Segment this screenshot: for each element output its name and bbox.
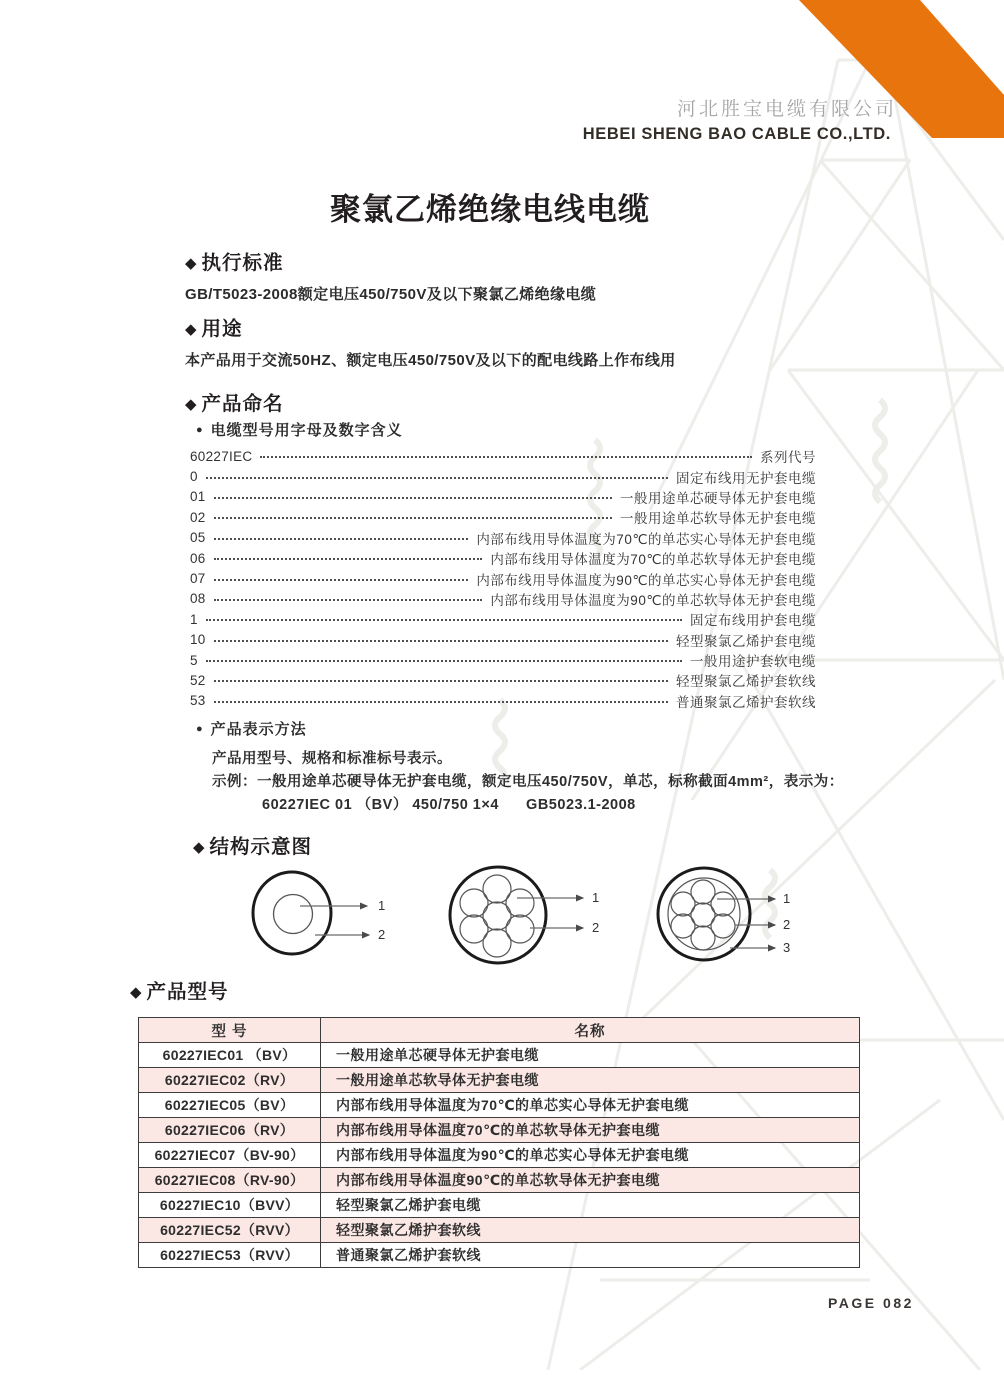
code-row: [190, 630, 816, 650]
code-value: 53: [190, 693, 206, 709]
models-table-body: [139, 1043, 860, 1268]
code-list: [190, 446, 816, 711]
code-meaning: 轻型聚氯乙烯护套电缆: [676, 633, 816, 649]
diamond-icon: ◆: [185, 321, 197, 339]
diamond-icon: ◆: [130, 984, 142, 1002]
code-row: [190, 487, 816, 507]
dotted-leader: [206, 477, 668, 479]
section-heading-structure: [193, 838, 312, 858]
table-row: [139, 1243, 860, 1268]
code-row: [190, 691, 816, 711]
code-value: 05: [190, 530, 206, 546]
code-meaning: 固定布线用无护套电缆: [676, 470, 816, 486]
code-row: [190, 609, 816, 629]
diagram-label: 1: [783, 891, 791, 906]
bullet-text: 电缆型号用字母及数字含义: [210, 422, 403, 439]
code-row: [190, 548, 816, 568]
code-meaning: 普通聚氯乙烯护套软线: [676, 694, 816, 710]
bullet-icon: ●: [196, 424, 203, 436]
cable-cross-section-diagram-3: [655, 862, 800, 968]
code-meaning: 内部布线用导体温度为70℃的单芯实心导体无护套电缆: [476, 531, 816, 547]
section-heading-text: 结构示意图: [209, 836, 313, 858]
representation-line-3: 60227IEC 01 （BV） 450/750 1×4 GB5023.1-2008: [262, 797, 636, 813]
naming-bullet-1: [196, 423, 403, 438]
code-value: 0: [190, 469, 198, 485]
model-code: 60227IEC07（BV-90）: [139, 1143, 321, 1168]
model-name: 内部布线用导体温度90℃的单芯软导体无护套电缆: [321, 1168, 860, 1193]
model-code: 60227IEC06（RV）: [139, 1118, 321, 1143]
code-value: 5: [190, 652, 198, 668]
model-code: 60227IEC10（BVV）: [139, 1193, 321, 1218]
standard-body: GB/T5023-2008额定电压450/750V及以下聚氯乙烯绝缘电缆: [185, 286, 597, 303]
model-code: 60227IEC01 （BV）: [139, 1043, 321, 1068]
code-row: [190, 568, 816, 588]
dotted-leader: [206, 660, 682, 662]
section-heading-text: 产品命名: [201, 393, 284, 415]
dotted-leader: [214, 497, 612, 499]
dotted-leader: [214, 680, 668, 682]
code-value: 10: [190, 632, 206, 648]
representation-line-1: 产品用型号、规格和标准标号表示。: [212, 751, 452, 767]
model-name: 内部布线用导体温度为90℃的单芯实心导体无护套电缆: [321, 1143, 860, 1168]
model-name: 内部布线用导体温度70℃的单芯软导体无护套电缆: [321, 1118, 860, 1143]
section-heading-text: 用途: [201, 318, 243, 340]
diagram-label: 1: [592, 890, 600, 905]
model-name: 一般用途单芯硬导体无护套电缆: [321, 1043, 860, 1068]
code-row: [190, 466, 816, 486]
models-table: [138, 1017, 860, 1268]
model-name: 轻型聚氯乙烯护套软线: [321, 1218, 860, 1243]
table-row: [139, 1068, 860, 1093]
table-row: [139, 1093, 860, 1118]
table-header-row: [139, 1018, 860, 1043]
table-row: [139, 1193, 860, 1218]
bullet-text: 产品表示方法: [210, 721, 307, 738]
code-value: 06: [190, 550, 206, 566]
code-row: [190, 670, 816, 690]
dotted-leader: [214, 579, 469, 581]
code-value: 07: [190, 571, 206, 587]
diagram-label: 3: [783, 940, 791, 955]
code-meaning: 系列代号: [760, 450, 816, 466]
model-code: 60227IEC53（RVV）: [139, 1243, 321, 1268]
code-value: 60227IEC: [190, 448, 253, 464]
company-name-cn: 河北胜宝电缆有限公司: [676, 99, 897, 120]
code-value: 01: [190, 489, 206, 505]
section-heading-standard: [185, 254, 284, 274]
bullet-icon: ●: [196, 723, 203, 735]
model-name: 一般用途单芯软导体无护套电缆: [321, 1068, 860, 1093]
table-row: [139, 1168, 860, 1193]
company-name-en: HEBEI SHENG BAO CABLE CO.,LTD.: [582, 125, 891, 143]
section-heading-text: 产品型号: [146, 981, 229, 1003]
table-row: [139, 1143, 860, 1168]
dotted-leader: [214, 640, 668, 642]
code-value: 52: [190, 672, 206, 688]
dotted-leader: [260, 456, 752, 458]
column-header-model: 型 号: [139, 1018, 321, 1043]
model-code: 60227IEC08（RV-90）: [139, 1168, 321, 1193]
section-heading-naming: [185, 395, 284, 415]
model-code: 60227IEC52（RVV）: [139, 1218, 321, 1243]
code-meaning: 一般用途护套软电缆: [690, 654, 816, 670]
code-row: [190, 507, 816, 527]
table-row: [139, 1118, 860, 1143]
diagram-label: 2: [783, 917, 791, 932]
page-number: PAGE 082: [828, 1295, 914, 1311]
model-code: 60227IEC02（RV）: [139, 1068, 321, 1093]
cable-cross-section-diagram-1: [245, 865, 400, 965]
company-header: [583, 94, 897, 144]
code-meaning: 内部布线用导体温度为70℃的单芯软导体无护套电缆: [490, 552, 816, 568]
dotted-leader: [214, 558, 483, 560]
code-meaning: 一般用途单芯软导体无护套电缆: [620, 511, 816, 527]
dotted-leader: [214, 517, 612, 519]
dotted-leader: [214, 538, 469, 540]
model-name: 普通聚氯乙烯护套软线: [321, 1243, 860, 1268]
table-row: [139, 1218, 860, 1243]
section-heading-text: 执行标准: [201, 252, 284, 274]
model-name: 内部布线用导体温度为70℃的单芯实心导体无护套电缆: [321, 1093, 860, 1118]
code-row: [190, 528, 816, 548]
diagram-label: 2: [592, 920, 600, 935]
code-value: 08: [190, 591, 206, 607]
diagram-label: 1: [378, 898, 386, 913]
page-title: 聚氯乙烯绝缘电线电缆: [330, 192, 650, 227]
code-meaning: 一般用途单芯硬导体无护套电缆: [620, 490, 816, 506]
usage-body: 本产品用于交流50HZ、额定电压450/750V及以下的配电线路上作布线用: [185, 352, 676, 369]
diagram-label: 2: [378, 927, 386, 942]
code-meaning: 内部布线用导体温度为90℃的单芯软导体无护套电缆: [490, 592, 816, 608]
diamond-icon: ◆: [185, 255, 197, 273]
dotted-leader: [214, 599, 483, 601]
code-row: [190, 589, 816, 609]
dotted-leader: [206, 619, 682, 621]
naming-bullet-2: [196, 722, 307, 737]
diamond-icon: ◆: [185, 396, 197, 414]
code-value: 02: [190, 509, 206, 525]
dotted-leader: [214, 701, 668, 703]
code-value: 1: [190, 611, 198, 627]
code-meaning: 轻型聚氯乙烯护套软线: [676, 674, 816, 690]
column-header-name: 名称: [321, 1018, 860, 1043]
code-row: [190, 446, 816, 466]
model-name: 轻型聚氯乙烯护套电缆: [321, 1193, 860, 1218]
cable-cross-section-diagram-2: [445, 862, 605, 968]
section-heading-models: [130, 983, 229, 1003]
model-code: 60227IEC05（BV）: [139, 1093, 321, 1118]
diamond-icon: ◆: [193, 839, 205, 857]
code-meaning: 内部布线用导体温度为90℃的单芯实心导体无护套电缆: [476, 572, 816, 588]
section-heading-usage: [185, 320, 243, 340]
representation-line-2: 示例：一般用途单芯硬导体无护套电缆，额定电压450/750V，单芯，标称截面4mm²，表示为：: [212, 774, 844, 790]
code-row: [190, 650, 816, 670]
code-meaning: 固定布线用护套电缆: [690, 613, 816, 629]
table-row: [139, 1043, 860, 1068]
